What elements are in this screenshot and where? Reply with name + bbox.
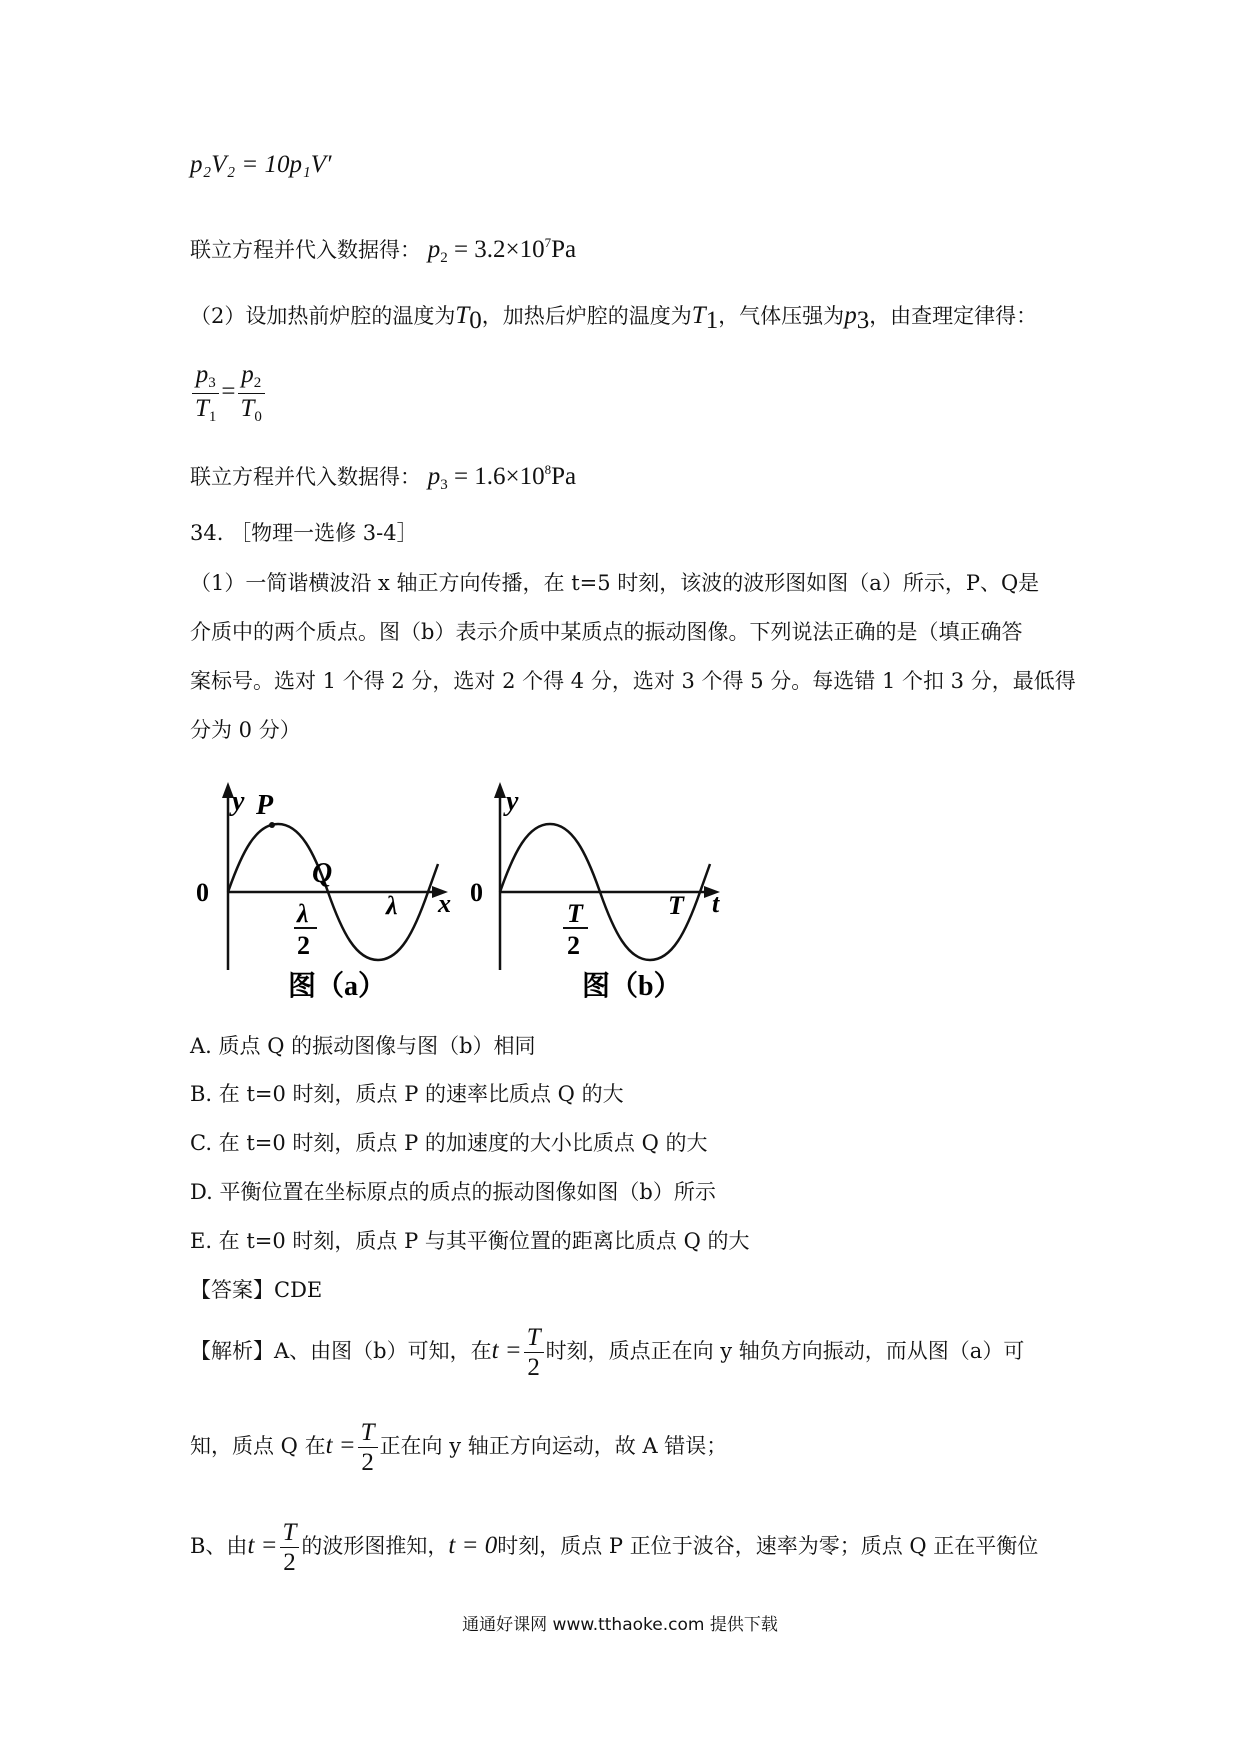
result-line-1-formula: $p_2 = 3.2\times 10^7Pa$ <box>427 235 577 266</box>
equation-right: = 10p₁V′ <box>241 151 332 178</box>
figure-a-q-label: Q <box>312 858 333 889</box>
option-d: D. 平衡位置在坐标原点的质点的振动图像如图（b）所示 <box>190 1180 716 1204</box>
figure-a-point-p <box>269 822 275 828</box>
figure-a-y-label: y <box>232 786 245 817</box>
figure-a-x-label: x <box>438 889 451 918</box>
figure-a <box>196 782 451 1002</box>
option-c: C. 在 t=0 时刻，质点 P 的加速度的大小比质点 Q 的大 <box>190 1131 708 1155</box>
option-e: E. 在 t=0 时刻，质点 P 与其平衡位置的距离比质点 Q 的大 <box>190 1229 750 1253</box>
wave-figures <box>0 770 1240 1010</box>
analysis-line-2: 知，质点 Q 在t = $\frac{T}{2}$ 正在向 y 轴正方向运动，故 A 错误； <box>190 1419 728 1476</box>
figure-b-t-half-den: 2 <box>567 931 580 960</box>
result-line-2-formula: $p_3 = 1.6\times 10^8Pa$ <box>427 462 577 493</box>
analysis-fraction-2: $\frac{T}{2}$ <box>358 1420 378 1475</box>
result-line-1-text: 联立方程并代入数据得： <box>190 238 421 262</box>
figure-a-lambda-label: λ <box>386 891 398 920</box>
figure-b-caption: 图（b） <box>582 971 682 1002</box>
fraction-left: $\frac{p_3}{T_1}$ <box>192 362 219 425</box>
analysis-fraction-3: $\frac{T}{2}$ <box>280 1520 300 1575</box>
figure-a-lambda-half-num: λ <box>297 899 309 928</box>
figure-b-t-label: t <box>712 889 720 918</box>
question-stem-line-4: 分为 0 分） <box>190 718 301 742</box>
equation-boyle <box>190 152 331 177</box>
question-34-header: 34. ［物理一选修 3-4］ <box>190 521 418 545</box>
figure-b-y-arrow <box>494 782 506 798</box>
figure-b <box>470 782 720 1002</box>
question-stem-line-2: 介质中的两个质点。图（b）表示介质中某质点的振动图像。下列说法正确的是（填正确答 <box>190 620 1023 644</box>
analysis-fraction-1: $\frac{T}{2}$ <box>524 1325 544 1380</box>
figure-b-period-label: T <box>668 891 684 920</box>
result-line-2: 联立方程并代入数据得： $p_3 = 1.6\times 10^8Pa$ <box>190 462 577 493</box>
figure-a-origin: 0 <box>196 878 209 907</box>
figure-a-lambda-half-den: 2 <box>297 931 310 960</box>
result-line-1 <box>190 236 576 266</box>
figure-b-origin: 0 <box>470 878 483 907</box>
analysis-line-3: B、由t = $\frac{T}{2}$ 的波形图推知，t = 0时刻，质点 P 正位于波谷，速率为零；质点 Q 正在平衡位 <box>190 1519 1039 1576</box>
question-stem-line-1: （1）一简谐横波沿 x 轴正方向传播，在 t=5 时刻，该波的波形图如图（a）所示，P、Q是 <box>190 571 1040 595</box>
question-stem-line-3: 案标号。选对 1 个得 2 分，选对 2 个得 4 分，选对 3 个得 5 分。每选错 1 个扣 3 分，最低得 <box>190 669 1076 693</box>
option-b: B. 在 t=0 时刻，质点 P 的速率比质点 Q 的大 <box>190 1082 624 1106</box>
equation-left: p₂V₂ <box>190 151 236 178</box>
fraction-right: $\frac{p_2}{T_0}$ <box>238 362 265 425</box>
figure-b-y-label: y <box>506 786 519 817</box>
analysis-line-1: 【解析】A、由图（b）可知，在t = $\frac{T}{2}$ 时刻，质点正在向 y 轴负方向振动，而从图（a）可 <box>190 1324 1025 1381</box>
page-footer: 通通好课网 www.tthaoke.com 提供下载 <box>462 1615 778 1635</box>
answer-line: 【答案】CDE <box>190 1278 323 1302</box>
option-a: A. 质点 Q 的振动图像与图（b）相同 <box>190 1034 536 1058</box>
figure-a-caption: 图（a） <box>288 971 387 1002</box>
part2-line: （2）设加热前炉腔的温度为$T_0$，加热后炉腔的温度为$T_1$，气体压强为$p_3$，由查理定律得： <box>190 302 1038 334</box>
figure-a-p-label: P <box>256 790 274 821</box>
charles-law-equation: $\frac{p_3}{T_1}$ = $\frac{p_2}{T_0}$ <box>190 362 267 425</box>
figure-b-t-half-num: T <box>567 899 583 928</box>
